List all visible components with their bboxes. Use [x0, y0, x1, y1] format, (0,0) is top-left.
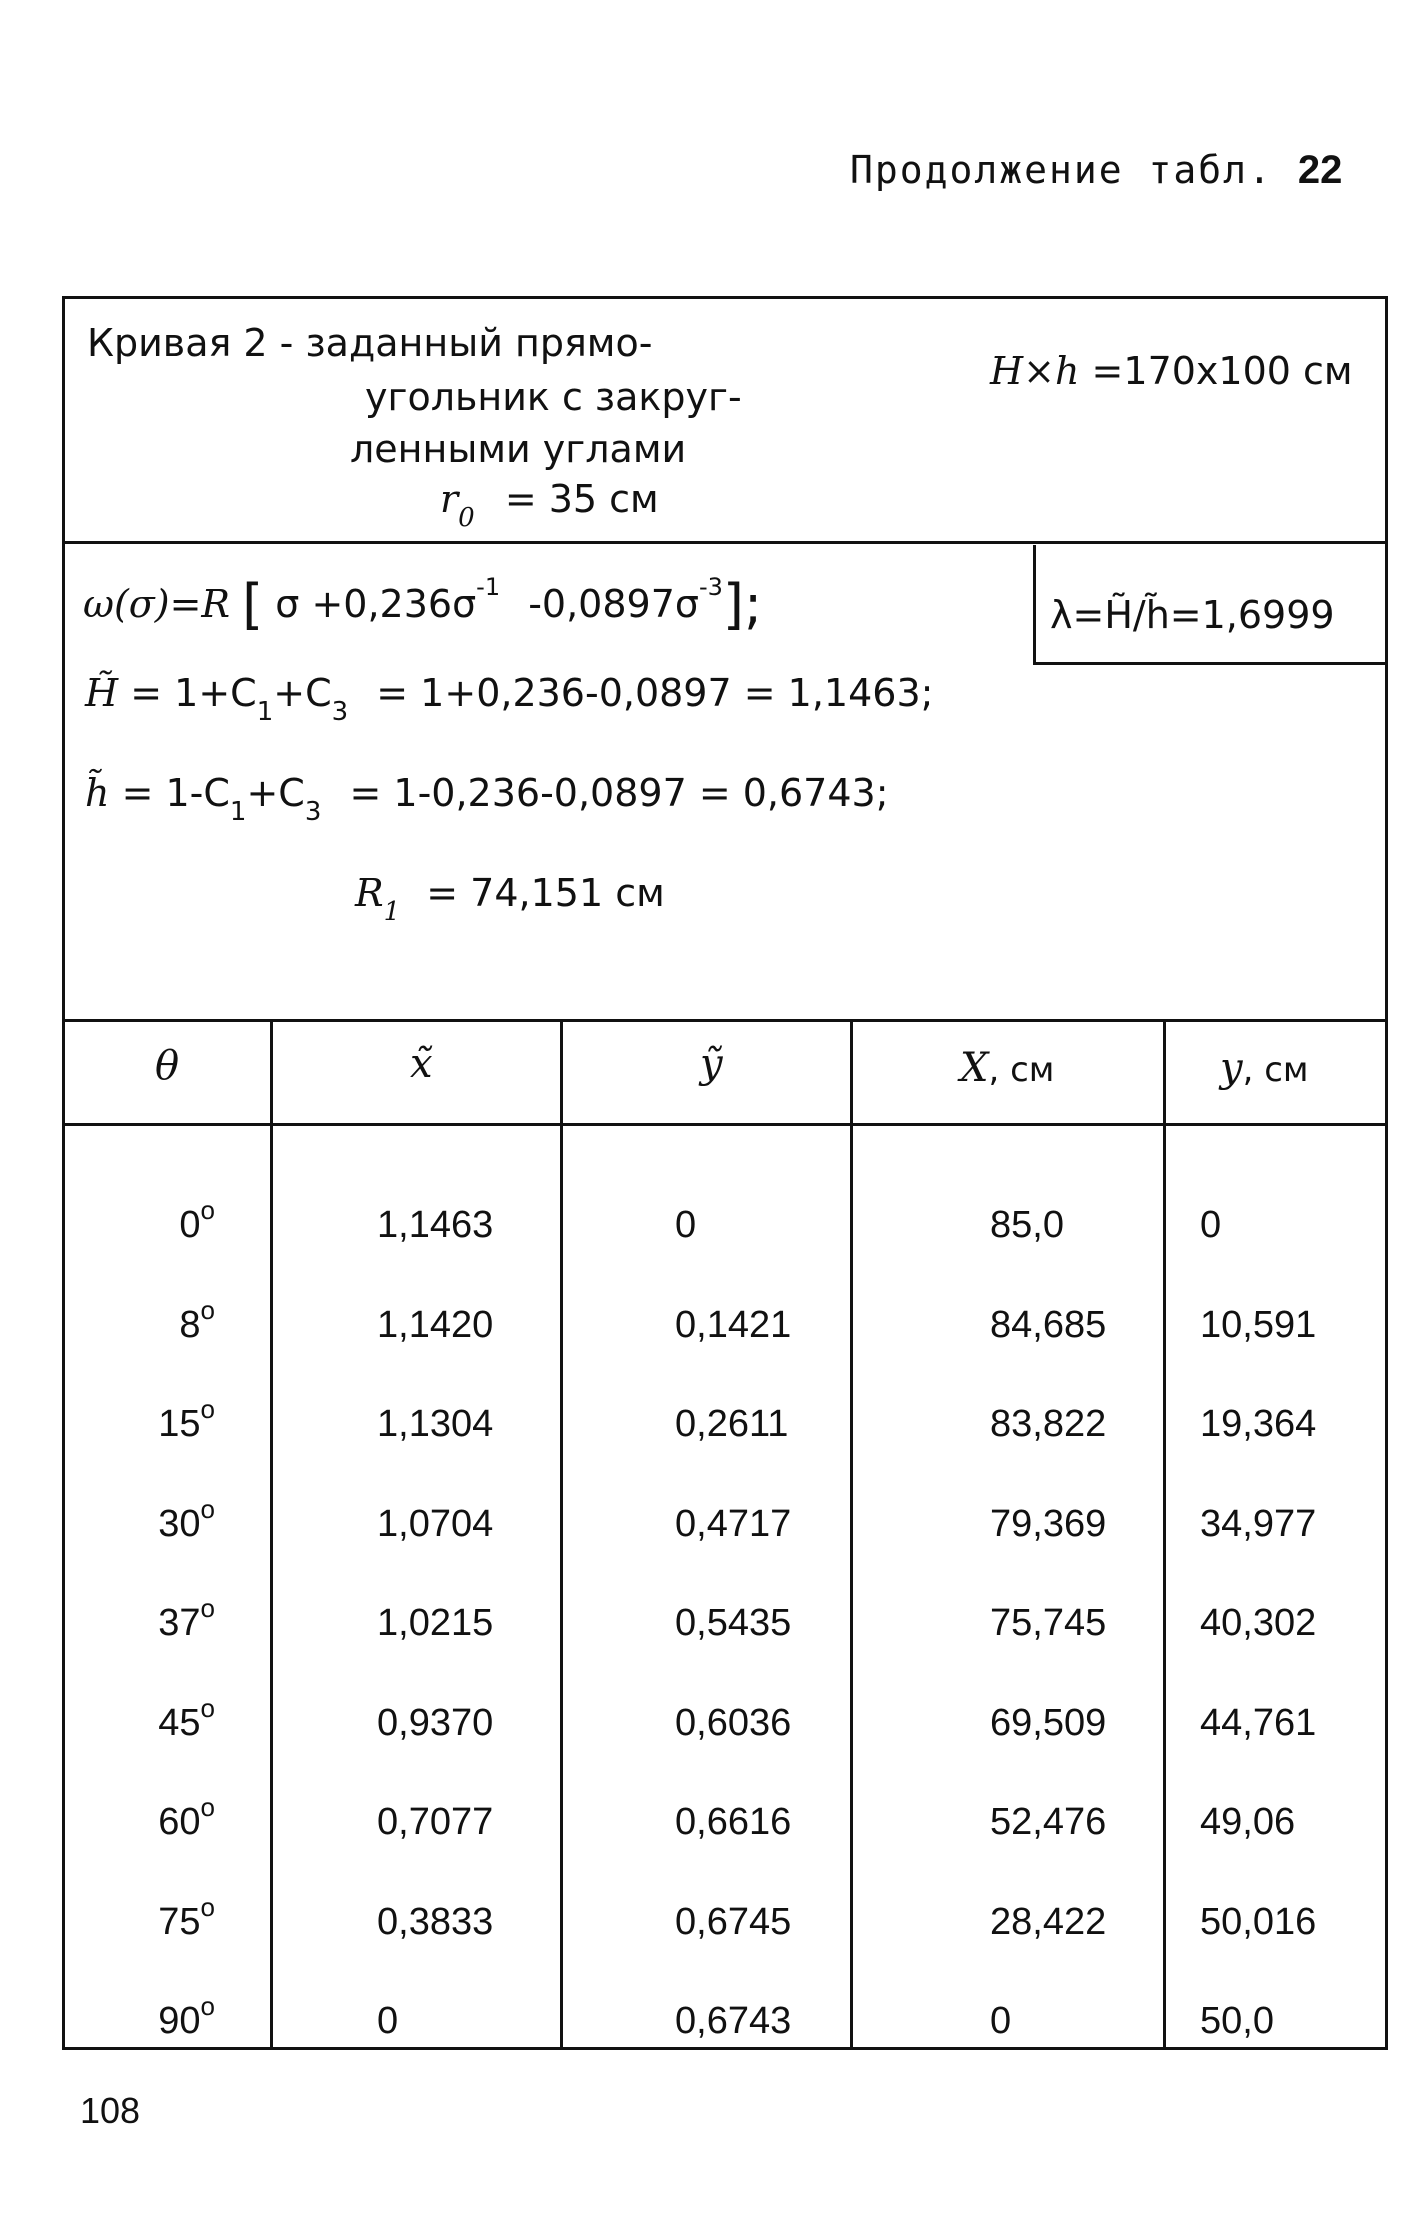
cell-yt: 0,5435	[675, 1602, 792, 1644]
header-divider	[65, 541, 1385, 544]
cell-Y: 50,016	[1200, 1901, 1317, 1943]
degree-mark: o	[200, 1892, 215, 1922]
cell-theta	[158, 1593, 215, 1645]
R1-subscript: 1	[383, 897, 401, 927]
cell-yt: 0,6745	[675, 1901, 792, 1943]
H-eq: = 1+C	[130, 671, 257, 715]
cell-Y: 50,0	[1200, 2000, 1274, 2042]
theta-value: 75	[158, 1901, 201, 1943]
table-number: 22	[1297, 148, 1343, 192]
theta-value: 15	[158, 1403, 201, 1445]
col-header-x-tilde: x̃	[410, 1041, 433, 1087]
caption-prefix: Продолжение табл.	[850, 148, 1273, 192]
formula-divider	[65, 1019, 1385, 1022]
theta-value: 45	[158, 1702, 201, 1744]
h-plus: +C	[246, 771, 305, 815]
r0-value: = 35 см	[504, 477, 659, 521]
theta-value: 8	[179, 1304, 201, 1346]
column-header-divider	[65, 1123, 1385, 1126]
cell-X: 75,745	[990, 1602, 1107, 1644]
degree-mark: o	[200, 1394, 215, 1424]
degree-mark: o	[200, 1792, 215, 1822]
cell-theta	[158, 1693, 215, 1745]
H-rhs: = 1+0,236-0,0897 = 1,1463;	[376, 671, 934, 715]
rectangle-size	[990, 349, 1353, 393]
degree-mark: o	[200, 1195, 215, 1225]
mapping-function-formula	[83, 567, 763, 636]
cell-Y: 0	[1200, 1204, 1222, 1246]
cell-yt: 0,6743	[675, 2000, 792, 2042]
h-rhs: = 1-0,236-0,0897 = 0,6743;	[349, 771, 889, 815]
corner-radius	[440, 477, 659, 533]
cell-theta	[179, 1195, 215, 1247]
cell-xt: 0	[377, 2000, 399, 2042]
cell-X: 52,476	[990, 1801, 1107, 1843]
cell-Y: 10,591	[1200, 1304, 1317, 1346]
degree-mark: o	[200, 1593, 215, 1623]
curve-description-line2: угольник с закруг-	[365, 375, 742, 419]
H-c1-index: 1	[256, 697, 274, 727]
col-header-y-tilde: ỹ	[700, 1041, 723, 1087]
theta-value: 37	[158, 1602, 201, 1644]
bracket-open: [	[242, 573, 264, 636]
omega-term2: -0,0897σ	[528, 582, 699, 626]
degree-mark: o	[200, 1295, 215, 1325]
column-separator-3	[850, 1019, 853, 2047]
col-header-X	[960, 1045, 1054, 1091]
table-continuation-caption	[850, 148, 1342, 193]
cell-theta	[158, 1394, 215, 1446]
Y-symbol: y	[1220, 1045, 1243, 1091]
cell-xt: 0,7077	[377, 1801, 494, 1843]
cell-X: 79,369	[990, 1503, 1107, 1545]
theta-value: 30	[158, 1503, 201, 1545]
curve-description-line3: ленными углами	[350, 427, 687, 471]
cell-yt: 0,6616	[675, 1801, 792, 1843]
lambda-formula: λ=H̃/h̃=1,6999	[1050, 593, 1335, 637]
size-value: =170х100 см	[1091, 349, 1353, 393]
cell-Y: 34,977	[1200, 1503, 1317, 1545]
R1-formula	[355, 871, 665, 927]
curve-description-line1: Кривая 2 - заданный прямо-	[87, 321, 653, 365]
col-header-theta: θ	[155, 1043, 180, 1089]
cell-xt: 1,0215	[377, 1602, 494, 1644]
theta-value: 0	[179, 1204, 201, 1246]
cell-Y: 44,761	[1200, 1702, 1317, 1744]
cell-X: 85,0	[990, 1204, 1064, 1246]
h-c1-index: 1	[229, 797, 247, 827]
cell-yt: 0,4717	[675, 1503, 792, 1545]
r0-subscript: 0	[458, 503, 475, 533]
cell-theta	[179, 1295, 215, 1347]
cell-X: 0	[990, 2000, 1012, 2042]
cell-theta	[158, 1892, 215, 1944]
r0-symbol: r	[440, 477, 459, 521]
cell-theta	[158, 1792, 215, 1844]
cell-X: 28,422	[990, 1901, 1107, 1943]
cell-yt: 0,1421	[675, 1304, 792, 1346]
bracket-close: ];	[722, 573, 763, 636]
cell-xt: 0,9370	[377, 1702, 494, 1744]
degree-mark: o	[200, 1693, 215, 1723]
R1-value: = 74,151 см	[426, 871, 665, 915]
column-separator-4	[1163, 1019, 1166, 2047]
theta-value: 90	[158, 2000, 201, 2042]
X-unit: , см	[988, 1050, 1055, 1090]
h-tilde-formula	[85, 771, 889, 827]
h-c3-index: 3	[304, 797, 322, 827]
cell-xt: 1,1463	[377, 1204, 494, 1246]
Y-unit: , см	[1242, 1050, 1309, 1090]
H-tilde-formula	[85, 671, 934, 727]
cell-Y: 19,364	[1200, 1403, 1317, 1445]
col-header-Y	[1220, 1045, 1309, 1091]
h-tilde-symbol: h̃	[85, 771, 110, 815]
H-tilde-symbol: H̃	[85, 671, 119, 715]
degree-mark: o	[200, 1494, 215, 1524]
cell-Y: 40,302	[1200, 1602, 1317, 1644]
cell-xt: 1,1420	[377, 1304, 494, 1346]
omega-term1: σ +0,236σ	[275, 582, 477, 626]
cell-X: 69,509	[990, 1702, 1107, 1744]
column-separator-1	[270, 1019, 273, 2047]
X-symbol: X	[960, 1045, 989, 1091]
column-separator-2	[560, 1019, 563, 2047]
theta-value: 60	[158, 1801, 201, 1843]
omega-exp1: -1	[476, 573, 501, 601]
R1-symbol: R	[355, 871, 384, 915]
table-frame	[62, 296, 1388, 2050]
cell-yt: 0,2611	[675, 1403, 789, 1445]
h-eq: = 1-C	[121, 771, 230, 815]
cell-xt: 1,0704	[377, 1503, 494, 1545]
cell-xt: 1,1304	[377, 1403, 494, 1445]
cell-theta	[158, 1991, 215, 2043]
cell-Y: 49,06	[1200, 1801, 1296, 1843]
cell-yt: 0	[675, 1204, 697, 1246]
cell-X: 84,685	[990, 1304, 1107, 1346]
cell-X: 83,822	[990, 1403, 1107, 1445]
cell-yt: 0,6036	[675, 1702, 792, 1744]
omega-lhs: ω(σ)=R	[83, 582, 231, 626]
size-symbol: H×h	[990, 349, 1080, 393]
page-number: 108	[80, 2090, 141, 2131]
H-plus: +C	[273, 671, 332, 715]
omega-exp2: -3	[698, 573, 723, 601]
degree-mark: o	[200, 1991, 215, 2021]
cell-theta	[158, 1494, 215, 1546]
H-c3-index: 3	[331, 697, 349, 727]
cell-xt: 0,3833	[377, 1901, 494, 1943]
